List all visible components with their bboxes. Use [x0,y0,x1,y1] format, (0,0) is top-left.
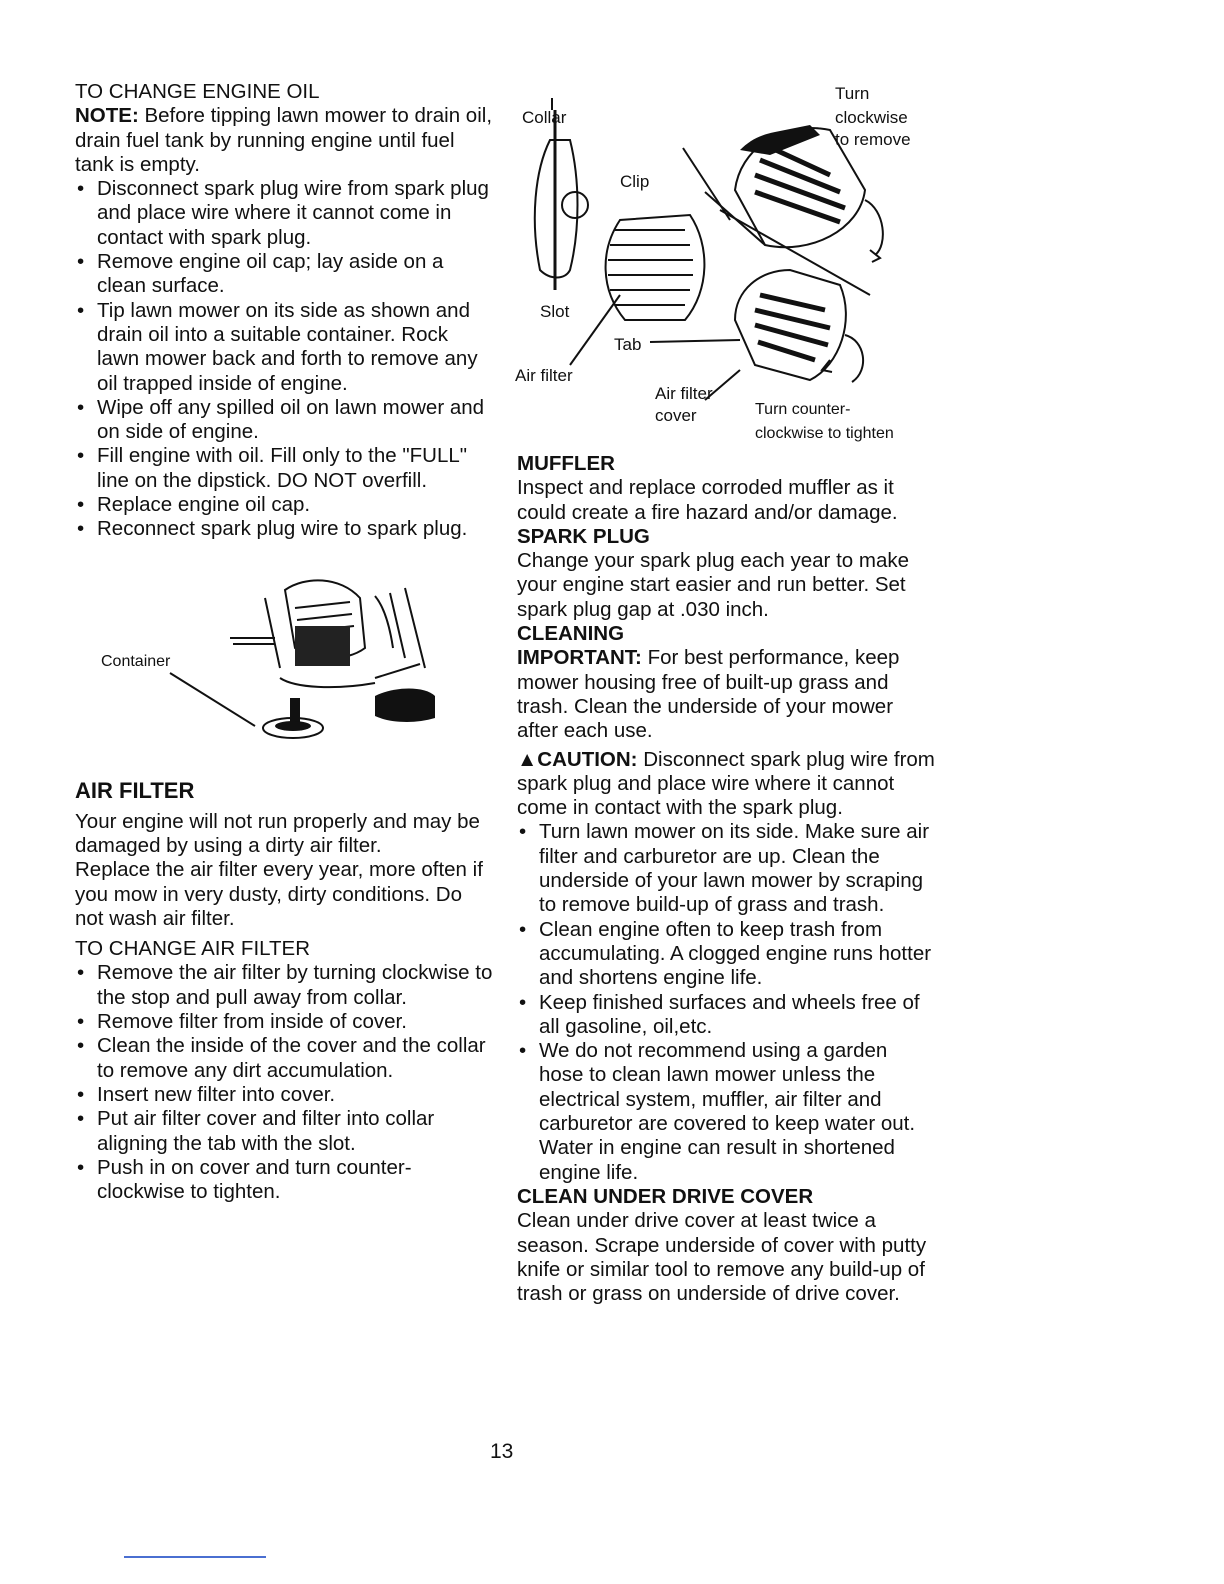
cleaning-heading: CLEANING [517,622,625,646]
spark-plug-text: Change your spark plug each year to make your engine start easier and run better. Set spark plug gap at .030 inch. [517,549,910,621]
air-filter-cover-label-1: Air filter [655,384,713,403]
oil-section-title: TO CHANGE ENGINE OIL [75,80,320,103]
caution-label: CAUTION: [537,747,638,771]
air-filter-paragraph-1: Your engine will not run properly and may be damaged by using a dirty air filter. [75,809,480,857]
turn-cw-label-1: Turn [835,84,870,103]
muffler-heading: MUFFLER [517,452,615,475]
note-label: NOTE: [75,104,139,128]
turn-ccw-label-2: clockwise to tighten [755,425,894,442]
air-filter-label: Air filter [515,366,573,385]
left-column [75,80,495,1204]
air-filter-cover-label-2: cover [655,406,697,425]
collar-label: Collar [522,108,567,127]
important-note [517,646,937,743]
oil-steps-list [75,177,495,541]
right-column [517,452,937,1306]
important-label: IMPORTANT: [517,646,642,670]
list-item: • Insert new filter into cover. [75,1083,495,1107]
list-item: • Replace engine oil cap. [75,493,495,517]
turn-cw-label-2: clockwise [835,108,908,127]
list-item: • Clean engine often to keep trash from accumulating. A clogged engine runs hotter and shortens engine life. [517,918,937,991]
turn-ccw-label-1: Turn counter- [755,401,851,418]
caution-note [517,748,937,821]
drive-cover-heading: CLEAN UNDER DRIVE COVER [517,1184,814,1208]
page-number: 13 [490,1440,514,1463]
oil-note [75,104,495,177]
list-item: • Remove the air filter by turning clockwise to the stop and pull away from collar. [75,961,495,1010]
important-text: For best performance, keep mower housing free of built-up grass and trash. Clean the underside of your mower after each use. [517,646,900,743]
list-item: • Remove filter from inside of cover. [75,1010,495,1034]
list-item: • Turn lawn mower on its side. Make sure air filter and carburetor are up. Clean the underside of your lawn mower by scraping to remove build-up of grass and trash. [517,820,937,917]
list-item: • We do not recommend using a garden hose to clean lawn mower unless the electrical system, muffler, air filter and carburetor are covered to keep water out. Water in engine can result in shortened engine life. [517,1039,937,1185]
cleaning-steps-list [517,820,937,1184]
air-filter-steps-list [75,961,495,1204]
air-filter-illustration [510,80,930,450]
list-item: • Put air filter cover and filter into collar aligning the tab with the slot. [75,1107,495,1156]
muffler-text: Inspect and replace corroded muffler as it could create a fire hazard and/or damage. [517,476,898,524]
note-text: Before tipping lawn mower to drain oil, drain fuel tank by running engine until fuel tank is empty. [75,104,493,176]
container-label: Container [101,652,171,670]
slot-label: Slot [540,302,570,321]
caution-text: Disconnect spark plug wire from spark plug and place wire where it cannot come in contact with the spark plug. [517,747,935,820]
change-air-filter-title: TO CHANGE AIR FILTER [75,937,311,961]
drive-cover-text: Clean under drive cover at least twice a season. Scrape underside of cover with putty knife or similar tool to remove any build-up of trash or grass on underside of drive cover. [517,1209,927,1306]
list-item: • Keep finished surfaces and wheels free of all gasoline, oil,etc. [517,991,937,1040]
list-item: • Clean the inside of the cover and the collar to remove any dirt accumulation. [75,1034,495,1083]
tab-label: Tab [614,335,642,354]
list-item: • Fill engine with oil. Fill only to the "FULL" line on the dipstick. DO NOT overfill. [75,444,495,493]
list-item: • Push in on cover and turn counter-clockwise to tighten. [75,1156,495,1205]
oil-drain-illustration [75,568,495,768]
air-filter-paragraph-2: Replace the air filter every year, more often if you mow in very dusty, dirty conditions. Do not wash air filter. [75,858,483,930]
list-item: • Disconnect spark plug wire from spark plug and place wire where it cannot come in contact with spark plug. [75,177,495,250]
divider [124,1556,266,1558]
turn-cw-label-3: to remove [835,130,911,149]
list-item: • Reconnect spark plug wire to spark plug. [75,517,495,541]
list-item: • Tip lawn mower on its side as shown and drain oil into a suitable container. Rock lawn mower back and forth to remove any oil trapped inside of engine. [75,299,495,396]
list-item: • Wipe off any spilled oil on lawn mower and on side of engine. [75,396,495,445]
clip-label: Clip [620,172,650,191]
air-filter-heading: AIR FILTER [75,777,195,803]
spark-plug-heading: SPARK PLUG [517,524,650,548]
list-item: • Remove engine oil cap; lay aside on a clean surface. [75,250,495,299]
warning-triangle-icon: ▲ [517,747,538,771]
